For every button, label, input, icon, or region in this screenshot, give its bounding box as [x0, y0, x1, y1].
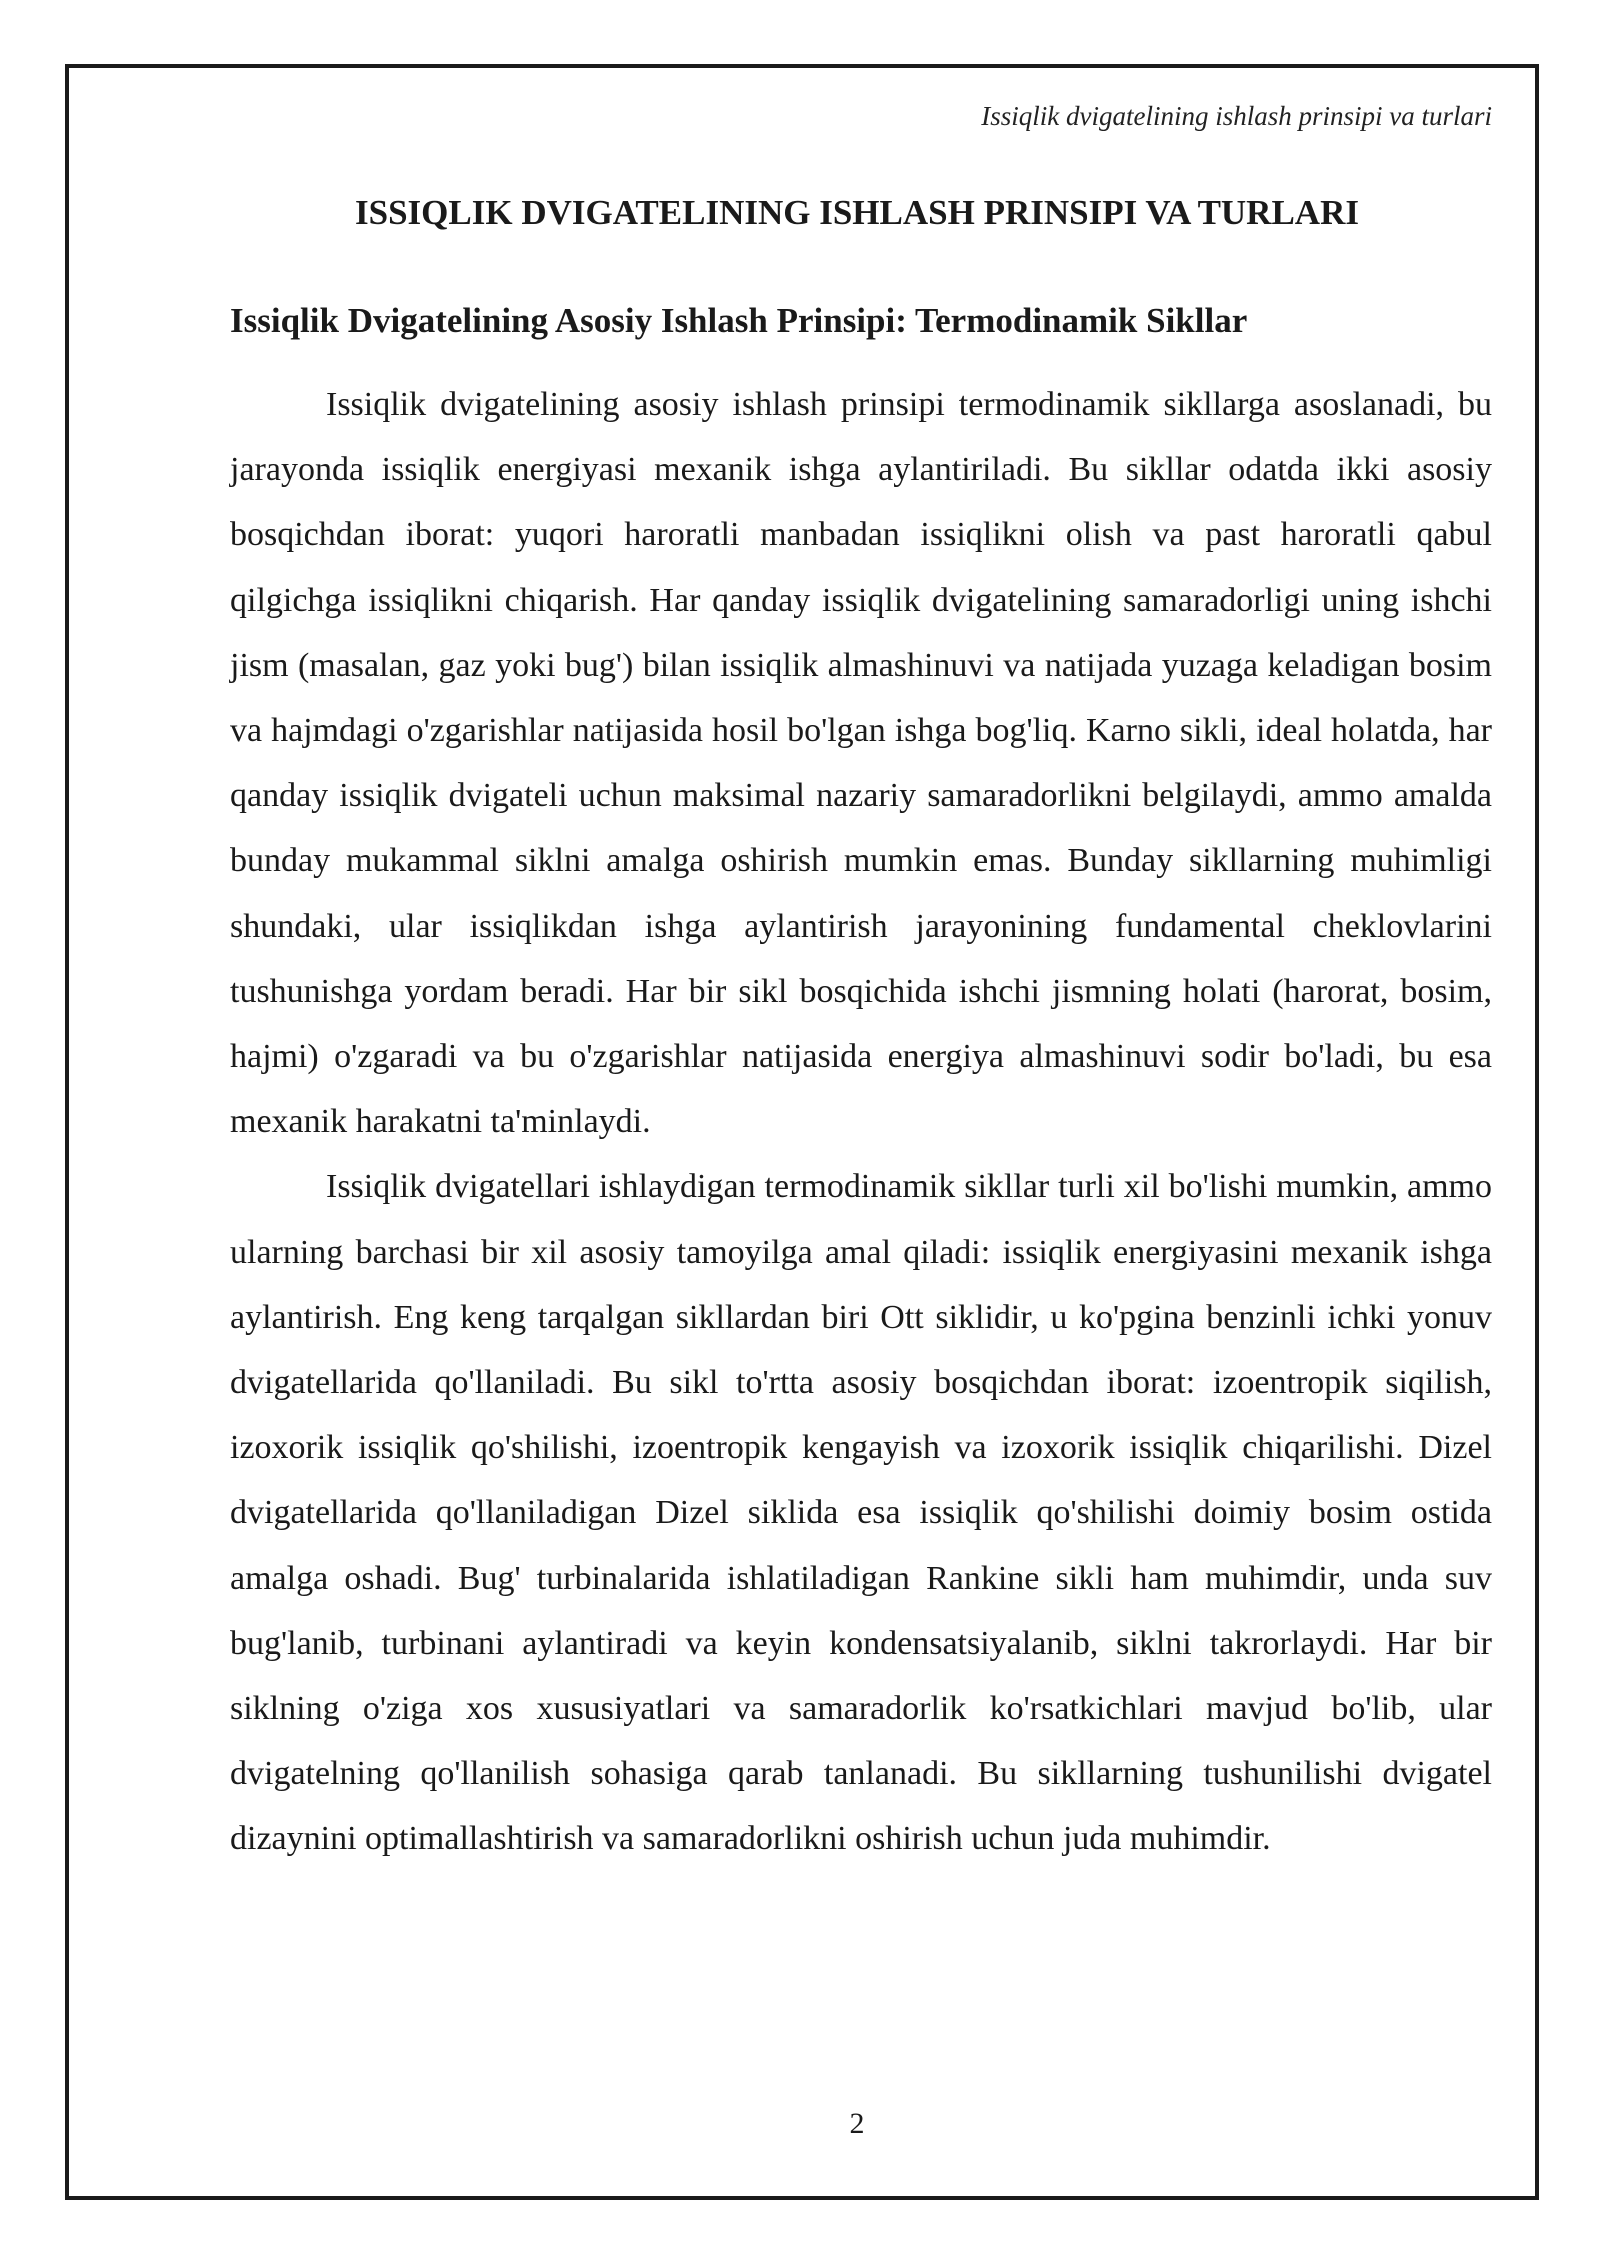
page-number: 2: [849, 2107, 865, 2140]
running-header-title: Issiqlik dvigatelining ishlash prinsipi va turlari: [981, 101, 1492, 131]
paragraph-1: Issiqlik dvigatelining asosiy ishlash prinsipi termodinamik sikllarga asoslanadi, bu jarayonda issiqlik energiyasi mexanik ishga aylantiriladi. Bu sikllar odatda ikki asosiy bosqichdan iborat: yuqori haroratli manbadan issiqlikni olish va past haroratli qabul qilgichga issiqlikni chiqarish. Har qanday issiqlik dvigatelining samaradorligi uning ishchi jism (masalan, gaz yoki bug') bilan issiqlik almashinuvi va natijada yuzaga keladigan bosim va hajmdagi o'zgarishlar natijasida hosil bo'lgan ishga bog'liq. Karno sikli, ideal holatda, har qanday issiqlik dvigateli uchun maksimal nazariy samaradorlikni belgilaydi, ammo amalda bunday mukammal siklni amalga oshirish mumkin emas. Bunday sikllarning muhimligi shundaki, ular issiqlikdan ishga aylantirish jarayonining fundamental cheklovlarini tushunishga yordam beradi. Har bir sikl bosqichida ishchi jismning holati (harorat, bosim, hajmi) o'zgaradi va bu o'zgarishlar natijasida energiya almashinuvi sodir bo'ladi, bu esa mexanik harakatni ta'minlaydi.: [230, 386, 1492, 1141]
paragraph-2: Issiqlik dvigatellari ishlaydigan termodinamik sikllar turli xil bo'lishi mumkin, ammo ularning barchasi bir xil asosiy tamoyilga amal qiladi: issiqlik energiyasini mexanik ishga aylantirish. Eng keng tarqalgan sikllardan biri Ott siklidir, u ko'pgina benzinli ichki yonuv dvigatellarida qo'llaniladi. Bu sikl to'rtta asosiy bosqichdan iborat: izoentropik siqilish, izoxorik issiqlik qo'shilishi, izoentropik kengayish va izoxorik issiqlik chiqarilishi. Dizel dvigatellarida qo'llaniladigan Dizel siklida esa issiqlik qo'shilishi doimiy bosim ostida amalga oshadi. Bug' turbinalarida ishlatiladigan Rankine sikli ham muhimdir, unda suv bug'lanib, turbinani aylantiradi va keyin kondensatsiyalanib, siklni takrorlaydi. Har bir siklning o'ziga xos xususiyatlari va samaradorlik ko'rsatkichlari mavjud bo'lib, ular dvigatelning qo'llanilish sohasiga qarab tanlanadi. Bu sikllarning tushunilishi dvigatel dizaynini optimallashtirish va samaradorlikni oshirish uchun juda muhimdir.: [230, 1168, 1492, 1858]
document-title: ISSIQLIK DVIGATELINING ISHLASH PRINSIPI VA TURLARI: [355, 193, 1359, 232]
section-heading: Issiqlik Dvigatelining Asosiy Ishlash Prinsipi: Termodinamik Sikllar: [230, 301, 1248, 340]
body-text: [230, 372, 1492, 1872]
